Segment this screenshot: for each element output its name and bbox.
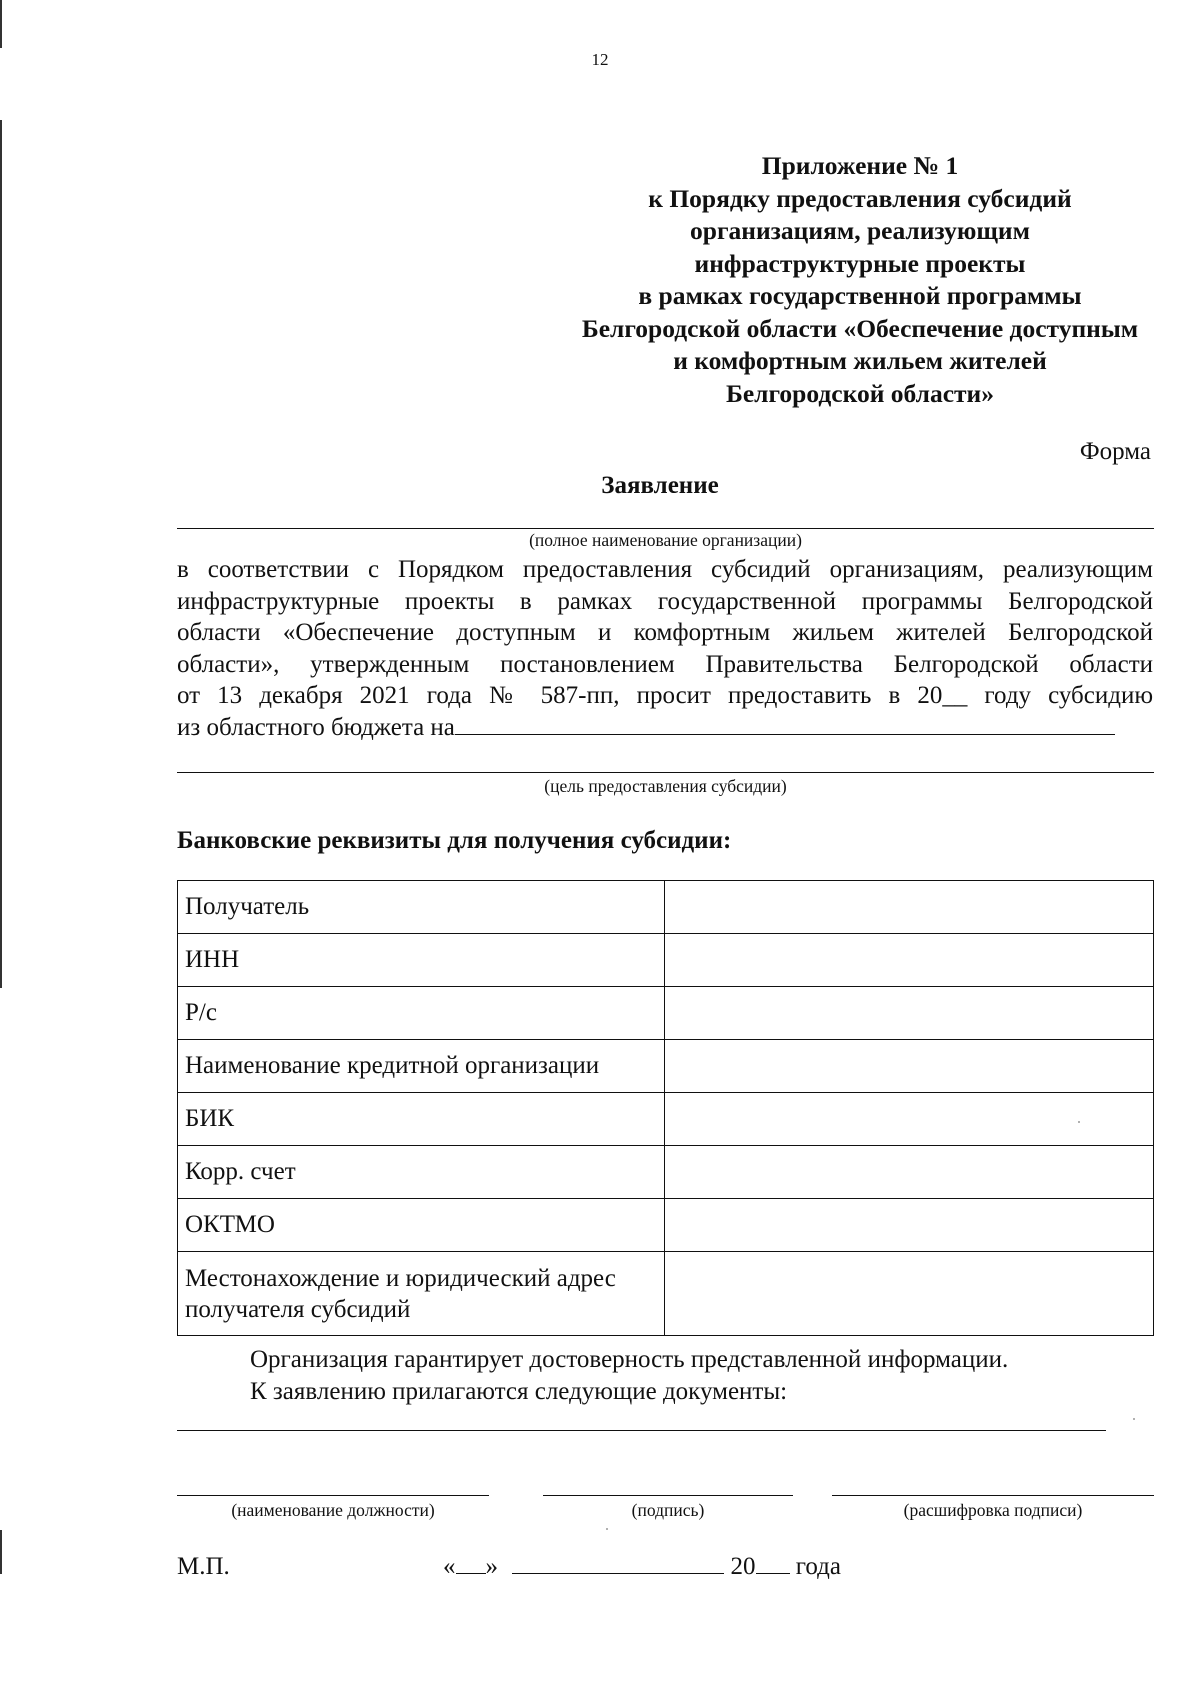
recipient-value-cell[interactable] <box>665 881 1154 934</box>
org-name-caption: (полное наименование организации) <box>529 530 802 550</box>
bank-details-heading: Банковские реквизиты для получения субсидии: <box>177 827 732 854</box>
table-row <box>178 987 1154 1040</box>
table-row <box>178 1199 1154 1252</box>
appendix-line: Белгородской области «Обеспечение доступным <box>581 313 1139 343</box>
purpose-caption: (цель предоставления субсидии) <box>544 776 787 796</box>
row-label: БИК <box>178 1093 665 1146</box>
position-field-line[interactable] <box>177 1495 489 1496</box>
scan-speck <box>1078 1121 1080 1123</box>
body-line: инфраструктурные проекты в рамках государственной программы Белгородской <box>177 587 1153 615</box>
appendix-line: Приложение № 1 <box>761 151 959 180</box>
address-value-cell[interactable] <box>665 1252 1154 1336</box>
body-line: области «Обеспечение доступным и комфортным жильем жителей Белгородской <box>177 619 1153 646</box>
scan-edge-artifact <box>0 1530 2 1574</box>
body-last-line-text: из областного бюджета на <box>177 713 455 741</box>
row-label: Местонахождение и юридический адрес получателя субсидий <box>178 1252 665 1336</box>
appendix-line: инфраструктурные проекты <box>694 248 1026 278</box>
scan-edge-artifact <box>0 120 2 988</box>
row-label: ИНН <box>178 934 665 987</box>
document-title: Заявление <box>601 472 719 499</box>
year-field[interactable] <box>756 1553 790 1574</box>
month-field[interactable] <box>512 1553 724 1574</box>
inn-value-cell[interactable] <box>665 934 1154 987</box>
bank-name-value-cell[interactable] <box>665 1040 1154 1093</box>
table-row <box>178 1146 1154 1199</box>
application-body-text <box>177 554 1153 743</box>
date-close-quote: » <box>485 1553 498 1580</box>
appendix-header <box>520 150 1200 410</box>
signature-field-line[interactable] <box>543 1495 793 1496</box>
row-label: Корр. счет <box>178 1146 665 1199</box>
body-last-line <box>177 712 1153 744</box>
body-line: области», утвержденным постановлением Правительства Белгородской области <box>177 650 1153 678</box>
oktmo-value-cell[interactable] <box>665 1199 1154 1252</box>
purpose-field-line[interactable] <box>177 772 1154 773</box>
scan-edge-artifact <box>0 0 2 48</box>
stamp-label: М.П. <box>177 1553 230 1580</box>
body-line: от 13 декабря 2021 года № 587-пп, просит предоставить в 20__ году субсидию <box>177 682 1153 709</box>
decoding-field-line[interactable] <box>832 1495 1154 1496</box>
attachments-field-line[interactable] <box>177 1430 1106 1431</box>
appendix-line: и комфортным жильем жителей <box>673 346 1047 375</box>
row-label: ОКТМО <box>178 1199 665 1252</box>
footer-text <box>250 1344 1008 1408</box>
row-label: Р/с <box>178 987 665 1040</box>
scan-speck <box>606 1528 608 1530</box>
body-line: в соответствии с Порядком предоставления субсидий организациям, реализующим <box>177 556 1153 583</box>
row-label: Наименование кредитной организации <box>178 1040 665 1093</box>
scan-speck <box>1133 1418 1135 1420</box>
appendix-line: Белгородской области» <box>726 378 994 408</box>
appendix-line: к Порядку предоставления субсидий <box>648 183 1072 213</box>
day-field[interactable] <box>456 1553 486 1574</box>
page-number: 12 <box>591 50 609 69</box>
year-suffix: года <box>795 1553 841 1580</box>
signature-caption: (подпись) <box>631 1500 705 1520</box>
row-label: Получатель <box>178 881 665 934</box>
table-row <box>178 1252 1154 1336</box>
appendix-line: в рамках государственной программы <box>638 281 1082 310</box>
table-row <box>178 934 1154 987</box>
table-row <box>178 1040 1154 1093</box>
date-open-quote: « <box>443 1553 456 1580</box>
account-value-cell[interactable] <box>665 987 1154 1040</box>
subsidy-purpose-field[interactable] <box>455 716 1115 735</box>
bank-details-table <box>177 880 1154 1336</box>
table-row <box>178 881 1154 934</box>
date-line <box>443 1553 841 1581</box>
bik-value-cell[interactable] <box>665 1093 1154 1146</box>
appendix-line: организациям, реализующим <box>690 216 1030 245</box>
org-name-field-line[interactable] <box>177 528 1154 529</box>
guarantee-text: Организация гарантирует достоверность представленной информации. <box>250 1346 1009 1373</box>
attachments-text: К заявлению прилагаются следующие документы: <box>250 1378 788 1405</box>
decoding-caption: (расшифровка подписи) <box>903 1500 1083 1520</box>
position-caption: (наименование должности) <box>231 1500 435 1520</box>
year-prefix: 20 <box>730 1553 756 1580</box>
form-label: Форма <box>1079 438 1151 465</box>
table-row <box>178 1093 1154 1146</box>
corr-account-value-cell[interactable] <box>665 1146 1154 1199</box>
